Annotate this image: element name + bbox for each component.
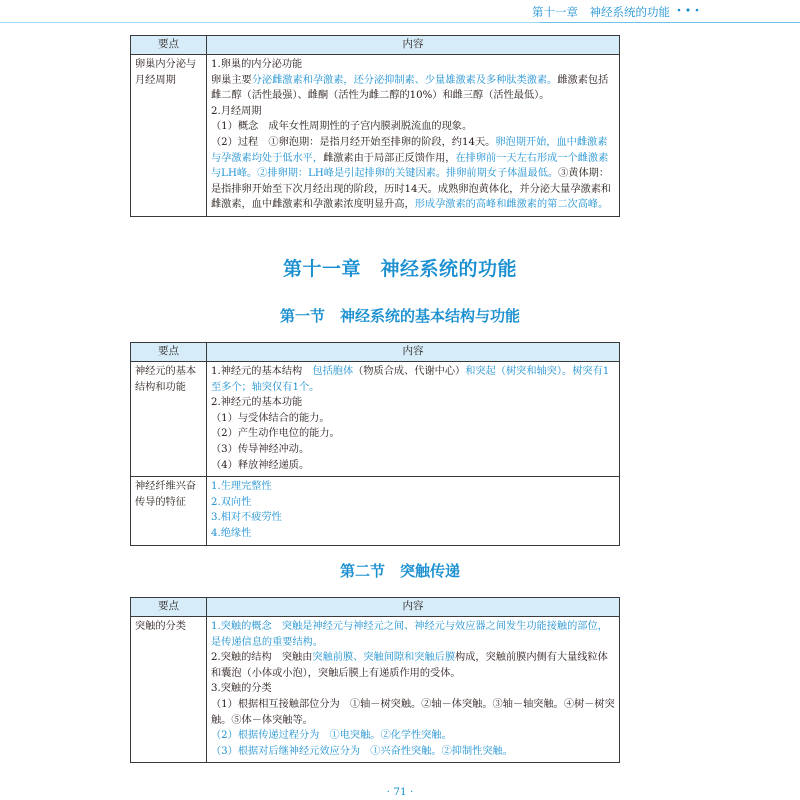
table-neuron bbox=[130, 342, 620, 546]
content-paragraph bbox=[211, 426, 615, 442]
content-paragraph bbox=[211, 526, 615, 542]
content-paragraph bbox=[211, 619, 615, 650]
running-head-text: 第十一章 神经系统的功能 bbox=[532, 5, 670, 19]
row-content bbox=[207, 362, 620, 477]
row-key: 神经纤维兴奋传导的特征 bbox=[131, 477, 207, 545]
body-text: （1）根据相互接触部位分为 ①轴－树突触。②轴－体突触。③轴－轴突触。④树－树突触。⑤体－体突触等。 bbox=[211, 698, 615, 726]
row-content bbox=[207, 55, 620, 217]
header-content: 内容 bbox=[207, 343, 620, 362]
table-synapse bbox=[130, 597, 620, 763]
diamond-ornament-icon bbox=[676, 8, 700, 12]
table-header-row bbox=[131, 598, 620, 617]
highlighted-text: 突触前膜、突触间隙和突触后膜 bbox=[312, 652, 456, 664]
highlighted-text: 包括胞体 bbox=[312, 366, 354, 377]
header-key: 要点 bbox=[131, 343, 207, 362]
content-paragraph bbox=[211, 458, 615, 474]
table-row bbox=[131, 617, 620, 763]
body-text: （1）概念 成年女性周期性的子宫内膜剥脱流血的现象。 bbox=[211, 121, 473, 133]
content-paragraph bbox=[211, 681, 615, 697]
highlighted-text: 分泌雌激素和孕激素，还分泌抑制素、少量雄激素及多种肽类激素。 bbox=[251, 74, 558, 86]
header-content: 内容 bbox=[207, 36, 620, 55]
highlighted-text: 1.生理完整性 bbox=[211, 481, 272, 493]
content-paragraph bbox=[211, 510, 615, 526]
body-text: 卵巢主要 bbox=[211, 74, 252, 86]
section-title-1: 第一节 神经系统的基本结构与功能 bbox=[279, 307, 520, 325]
content-paragraph bbox=[211, 650, 615, 681]
row-key: 卵巢内分泌与月经周期 bbox=[131, 55, 207, 217]
content-paragraph bbox=[211, 119, 615, 135]
body-text: （2）过程 ①卵泡期：是指月经开始至排卵的阶段，约14天。 bbox=[211, 136, 496, 148]
header-rule-left bbox=[0, 22, 540, 23]
highlighted-text: 4.绝缘性 bbox=[211, 527, 252, 539]
body-text: 2.神经元的基本功能 bbox=[211, 397, 303, 409]
chapter-title: 第十一章 神经系统的功能 bbox=[282, 258, 517, 280]
body-text: （1）与受体结合的能力。 bbox=[211, 412, 330, 424]
content-paragraph bbox=[211, 364, 615, 395]
table-row bbox=[131, 477, 620, 545]
highlighted-text: 和突起（树突和轴突）。树突有1至多个；轴突仅有1个。 bbox=[211, 366, 610, 393]
highlighted-text: 形成孕激素的高峰和雌激素的第二次高峰。 bbox=[414, 199, 609, 211]
body-text: 构成，突触前膜内侧有大量线粒体和囊泡（小体或小泡），突触后膜上有递质作用的受体。 bbox=[211, 652, 608, 679]
content-paragraph bbox=[211, 135, 615, 213]
body-text: （4）释放神经递质。 bbox=[211, 459, 310, 471]
table-ovary-menstrual bbox=[130, 35, 620, 217]
row-key: 神经元的基本结构和功能 bbox=[131, 362, 207, 477]
highlighted-text: 2.双向性 bbox=[211, 496, 252, 508]
content-paragraph bbox=[211, 495, 615, 511]
highlighted-text: 3.相对不疲劳性 bbox=[211, 512, 282, 524]
highlighted-text: 在排卵前一天左右形成一个雌激素与LH峰。②排卵期：LH峰是引起排卵的关键因素。排卵前期女子体温最低。 bbox=[211, 152, 609, 180]
body-text: 1.神经元的基本结构 bbox=[211, 366, 313, 377]
header-content: 内容 bbox=[207, 598, 620, 617]
content-paragraph bbox=[211, 411, 615, 427]
content-paragraph bbox=[211, 104, 615, 120]
content-paragraph bbox=[211, 73, 615, 104]
body-text: （2）产生动作电位的能力。 bbox=[211, 428, 340, 440]
body-text: 1.卵巢的内分泌功能 bbox=[211, 59, 303, 70]
row-key: 突触的分类 bbox=[131, 617, 207, 763]
highlighted-text: 1.突触的概念 突触是神经元与神经元之间、神经元与效应器之间发生功能接触的部位，是传递信息的重要结构。 bbox=[211, 621, 608, 648]
table-row bbox=[131, 362, 620, 477]
content-paragraph bbox=[211, 479, 615, 495]
header-key: 要点 bbox=[131, 36, 207, 55]
body-text: （物质合成、代谢中心） bbox=[353, 366, 466, 377]
body-text: 雌激素由于局部正反馈作用， bbox=[323, 152, 456, 164]
body-text: （3）传导神经冲动。 bbox=[211, 443, 310, 455]
body-text: 雌激素包括雌二醇（活性最强）、雌酮（活性为雌二醇的10%）和雌三醇（活性最低）。 bbox=[211, 74, 609, 102]
body-text: 2.突触的结构 突触由 bbox=[211, 652, 313, 664]
content-paragraph bbox=[211, 57, 615, 73]
body-text: ③黄体期：是指排卵开始至下次月经出现的阶段，历时14天。成熟卵泡黄体化，并分泌大量孕激素和雌激素，血中雌激素和孕激素浓度明显升高， bbox=[211, 168, 612, 211]
table-row bbox=[131, 55, 620, 217]
table-header-row bbox=[131, 36, 620, 55]
table-header-row bbox=[131, 343, 620, 362]
content-paragraph bbox=[211, 442, 615, 458]
content-paragraph bbox=[211, 395, 615, 411]
row-content bbox=[207, 617, 620, 763]
content-paragraph bbox=[211, 728, 615, 744]
highlighted-text: （2）根据传递过程分为 ①电突触。②化学性突触。 bbox=[211, 730, 452, 742]
highlighted-text: 卵泡期开始，血中雌激素与孕激素均处于低水平， bbox=[211, 136, 608, 164]
content-paragraph bbox=[211, 744, 615, 760]
header-rule-right bbox=[540, 22, 800, 23]
section-title-2: 第二节 突触传递 bbox=[339, 562, 460, 580]
body-text: 2.月经周期 bbox=[211, 105, 262, 117]
page-number: · 71 · bbox=[386, 786, 414, 798]
row-content bbox=[207, 477, 620, 545]
header-key: 要点 bbox=[131, 598, 207, 617]
body-text: 3.突触的分类 bbox=[211, 683, 272, 695]
running-head bbox=[0, 0, 800, 24]
highlighted-text: （3）根据对后继神经元效应分为 ①兴奋性突触。②抑制性突触。 bbox=[211, 745, 513, 757]
content-paragraph bbox=[211, 697, 615, 728]
